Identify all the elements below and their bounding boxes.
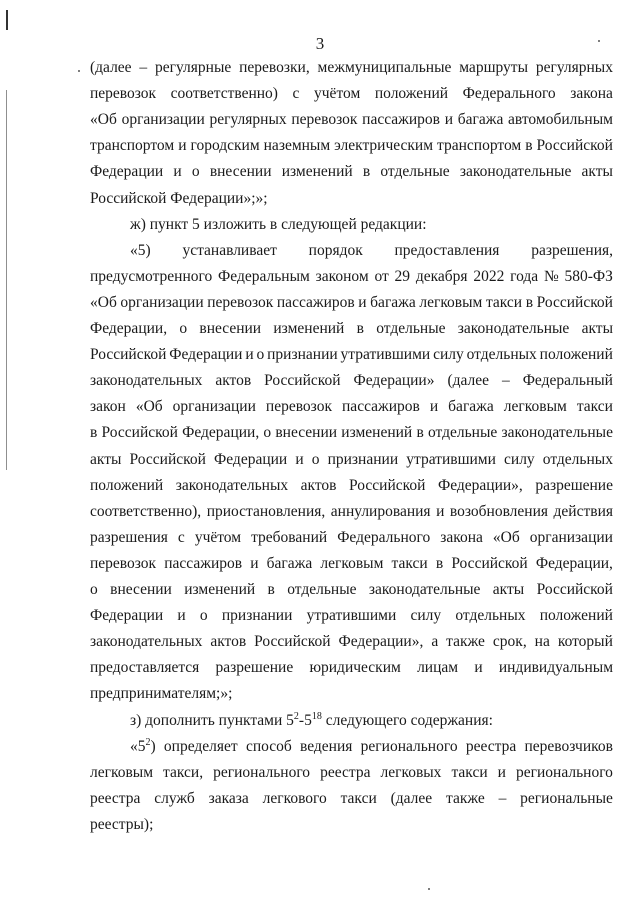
text-line [90,632,613,652]
scan-speck [598,40,600,42]
text-line [130,241,613,261]
word: и [177,607,186,625]
word: законодательные [501,424,613,442]
text-line [90,580,613,600]
word: а [431,633,439,651]
text-line [90,58,613,78]
word: закона [440,528,483,546]
word: закона [570,85,613,103]
word: Федеральный [522,372,613,390]
word: Федерации», [338,633,424,651]
superscript: 2 [293,710,299,722]
word: о [90,581,98,598]
word: и [474,659,483,677]
word: отдельные [380,163,450,181]
text-line [90,763,613,783]
word: и [173,163,182,181]
word: электрическим [334,137,434,155]
word: перевозок [291,111,358,129]
word: регионального [360,737,458,755]
word: регионального [516,763,613,781]
word: и [178,137,187,155]
word: силу [410,607,442,625]
word: пассажиров [276,293,355,311]
word: Федерального [337,528,431,546]
word: «Об [90,111,117,129]
scan-edge-mark-top [6,10,8,30]
word: отдельных [466,346,537,364]
word: отдельных [455,607,526,625]
word: такси, [163,763,204,781]
word: багажа [457,111,504,129]
word: на [534,633,550,651]
word: требований [251,528,328,546]
word: силу [433,346,464,364]
word: отдельных [542,450,613,468]
text-fragment: следующего содержания: [321,711,493,729]
text-line [90,658,613,678]
text-line [90,423,613,443]
word: Российской [451,554,528,572]
word: легковым [90,763,154,781]
word: утратившими [306,607,397,625]
text-line [90,84,613,104]
word: о [199,607,208,625]
word: законодательные [368,581,481,598]
word: 580-ФЗ [564,267,613,285]
text-fragment: -5 [298,711,312,729]
word: и [497,763,506,781]
text-line-section-z [130,711,640,731]
text-line [90,319,613,339]
word: внесении [110,581,172,598]
word: законодательных [90,372,203,390]
text-line [90,606,613,626]
word: заказа [208,789,249,807]
scan-speck [78,70,80,72]
word: Федерации» [353,372,435,390]
word: – [139,59,148,76]
word: способ [245,737,292,755]
word: Российской [349,476,426,494]
text-line [90,502,613,522]
word: транспортом [437,137,522,155]
word: регионального [213,763,311,781]
word: служб [154,789,195,807]
word: Российской [254,633,331,651]
word: 29 [394,267,411,285]
word: «Об [90,293,117,311]
word: приостановления, [206,502,326,520]
word: реестра [320,763,371,781]
word: легковых [380,763,442,781]
word: организации [172,398,256,416]
word: багажа [370,293,416,311]
word: изменений [273,320,345,337]
word: акты [581,163,613,181]
word: также [445,789,485,807]
word: в [435,554,444,572]
word: Российской [264,372,341,390]
word: законодательные [459,163,572,181]
word: положений [374,85,449,103]
word: актов [215,372,252,390]
word: такси [451,763,488,781]
word: (далее [90,59,132,76]
word: положений [539,346,613,364]
word: межмуниципальные [317,59,452,76]
word [130,737,156,757]
word: закон [90,398,126,416]
word: акты [90,450,122,468]
word: года [510,267,539,285]
text-line [90,267,613,287]
word: (далее [447,372,489,390]
word: законодательные [457,320,570,337]
word: Федерации, [535,554,613,572]
word: положений [90,476,164,494]
word: в [362,163,371,181]
superscript: 18 [311,710,322,722]
word: такси [576,398,613,416]
word: о [311,450,320,468]
text-line [90,371,613,391]
word: предоставляется [90,659,200,677]
word: – [498,789,507,807]
word: № [543,267,559,285]
word: и [358,293,367,311]
word: законодательных [175,476,289,494]
word: актов [300,476,337,494]
word: наземным [263,137,331,155]
word: пассажиров [164,554,243,572]
word: пассажиров [342,398,420,416]
text-line [90,450,613,470]
word: Федерации, [90,320,168,337]
word: изменений [341,424,413,442]
word: и [444,111,454,129]
word: акты [581,320,613,337]
word: «Об [492,528,520,546]
word: от [374,267,389,285]
text-fragment: ) [150,737,156,755]
word: и [250,554,259,572]
text-line [90,476,613,496]
word: также [446,633,485,651]
word: определяет [163,737,238,755]
word: регулярных [535,59,613,76]
word: городским [190,137,260,155]
word: «Об [135,398,163,416]
word: соответственно), [90,502,202,520]
word: законом [315,267,369,285]
page-number: 3 [315,34,325,53]
word: Российской [536,293,613,311]
word: такси [391,554,428,572]
word: силу [504,450,535,468]
text-line: реестры); [90,815,154,833]
word: о [256,346,265,364]
word: перевозок [265,398,332,416]
scan-edge-mark-middle [6,90,7,470]
word: с [292,85,300,103]
word: внесении [199,320,262,337]
word: Федерации», [437,476,523,494]
word: разрешение [535,476,613,494]
word: который [557,633,613,651]
word: акты [492,581,525,598]
word: реестра [90,789,141,807]
word: 2022 [473,267,505,285]
text-line [90,397,613,417]
word: организации [121,111,205,129]
word: Федерации [90,163,164,181]
text-line [90,345,613,365]
word: – [501,372,510,390]
word: в [525,293,534,311]
word: аннулирования [330,502,431,520]
word: организации [529,528,613,546]
word: такси [340,789,377,807]
word: транспортом [90,137,175,155]
word: и [429,398,439,416]
word: внесении [209,163,272,181]
word: регулярных [209,111,287,129]
word: (далее [390,789,433,807]
word: изменений [281,163,353,181]
word: возобновления [449,502,549,520]
word: в [267,581,275,598]
word: багажа [448,398,494,416]
word: и [295,450,304,468]
word: разрешения, [531,241,613,259]
word: срок, [492,633,527,651]
word: о [179,320,188,337]
word: перевозок [90,554,157,572]
word: в [356,320,364,337]
word: разрешения [90,528,168,546]
word: учётом [314,85,361,103]
word: внесении [275,424,338,442]
word: Российской [90,346,167,364]
word: утратившими [406,450,496,468]
word: регулярные [155,59,232,76]
word: перевозок [90,85,157,103]
text-line: предпринимателям;»; [90,685,233,703]
word: о [191,163,200,181]
word: индивидуальным [498,659,613,677]
word: организации [120,293,204,311]
text-line [90,293,613,313]
word: изменений [184,581,256,598]
word: декабря [415,267,468,285]
word: признании [221,607,293,625]
word: ведения [300,737,353,755]
word: отдельные [427,424,498,442]
superscript: 2 [145,736,151,748]
word: Федерации, [182,424,260,442]
word: предусмотренного [90,267,213,285]
word: легковым [503,398,567,416]
word: устанавливает [182,241,277,259]
word: признании [327,450,399,468]
word: порядок [308,241,363,259]
scan-speck [428,888,430,890]
word: Федеральным [218,267,310,285]
word: с [177,528,185,546]
word: легковым [419,293,483,311]
text-fragment: «5 [130,737,146,755]
word: Российской [129,450,206,468]
word: отдельные [287,581,357,598]
word: перевозчиков [524,737,613,755]
word: Федерации [214,450,288,468]
word: соответственно) [170,85,278,103]
word: маршруты [459,59,528,76]
word: автомобильным [508,111,613,129]
word: положений [539,607,613,625]
word: в [525,137,533,155]
text-line [90,554,613,574]
word: законодательных [90,633,203,651]
word: легковым [320,554,384,572]
text-line-item-5-2 [130,737,613,757]
word: в [90,424,98,442]
text-line [90,136,613,156]
text-line [90,528,613,548]
word: реестра [465,737,517,755]
word: легкового [262,789,327,807]
word: отдельные [376,320,446,337]
word: Федерации [169,346,243,364]
word: Федерального [462,85,556,103]
text-fragment: з) дополнить пунктами 5 [130,711,294,729]
word: такси [485,293,523,311]
word: Российской [536,137,613,155]
text-line [90,162,613,182]
word: и [245,346,254,364]
word: перевозок [207,293,274,311]
text-line [90,110,613,130]
word: разрешение [215,659,294,677]
word: «5) [130,241,151,259]
word: пассажиров [362,111,440,129]
text-line [90,789,613,809]
word: Федерации [90,607,164,625]
word: багажа [266,554,313,572]
word: о [263,424,272,442]
word: утратившими [340,346,431,364]
word: и [436,502,445,520]
word: учётом [194,528,242,546]
word: лицам [417,659,459,677]
word: предоставления [394,241,500,259]
word: региональные [520,789,613,807]
word: в [416,424,424,442]
word: перевозки, [239,59,310,76]
word: действия [553,502,613,520]
word: Российской [536,581,613,598]
word: актов [210,633,247,651]
word: юридическим [309,659,401,677]
text-line: ж) пункт 5 изложить в следующей редакции: [130,215,427,233]
word: Российской [101,424,178,442]
word: признании [267,346,338,364]
text-line: Российской Федерации»;»; [90,189,268,207]
